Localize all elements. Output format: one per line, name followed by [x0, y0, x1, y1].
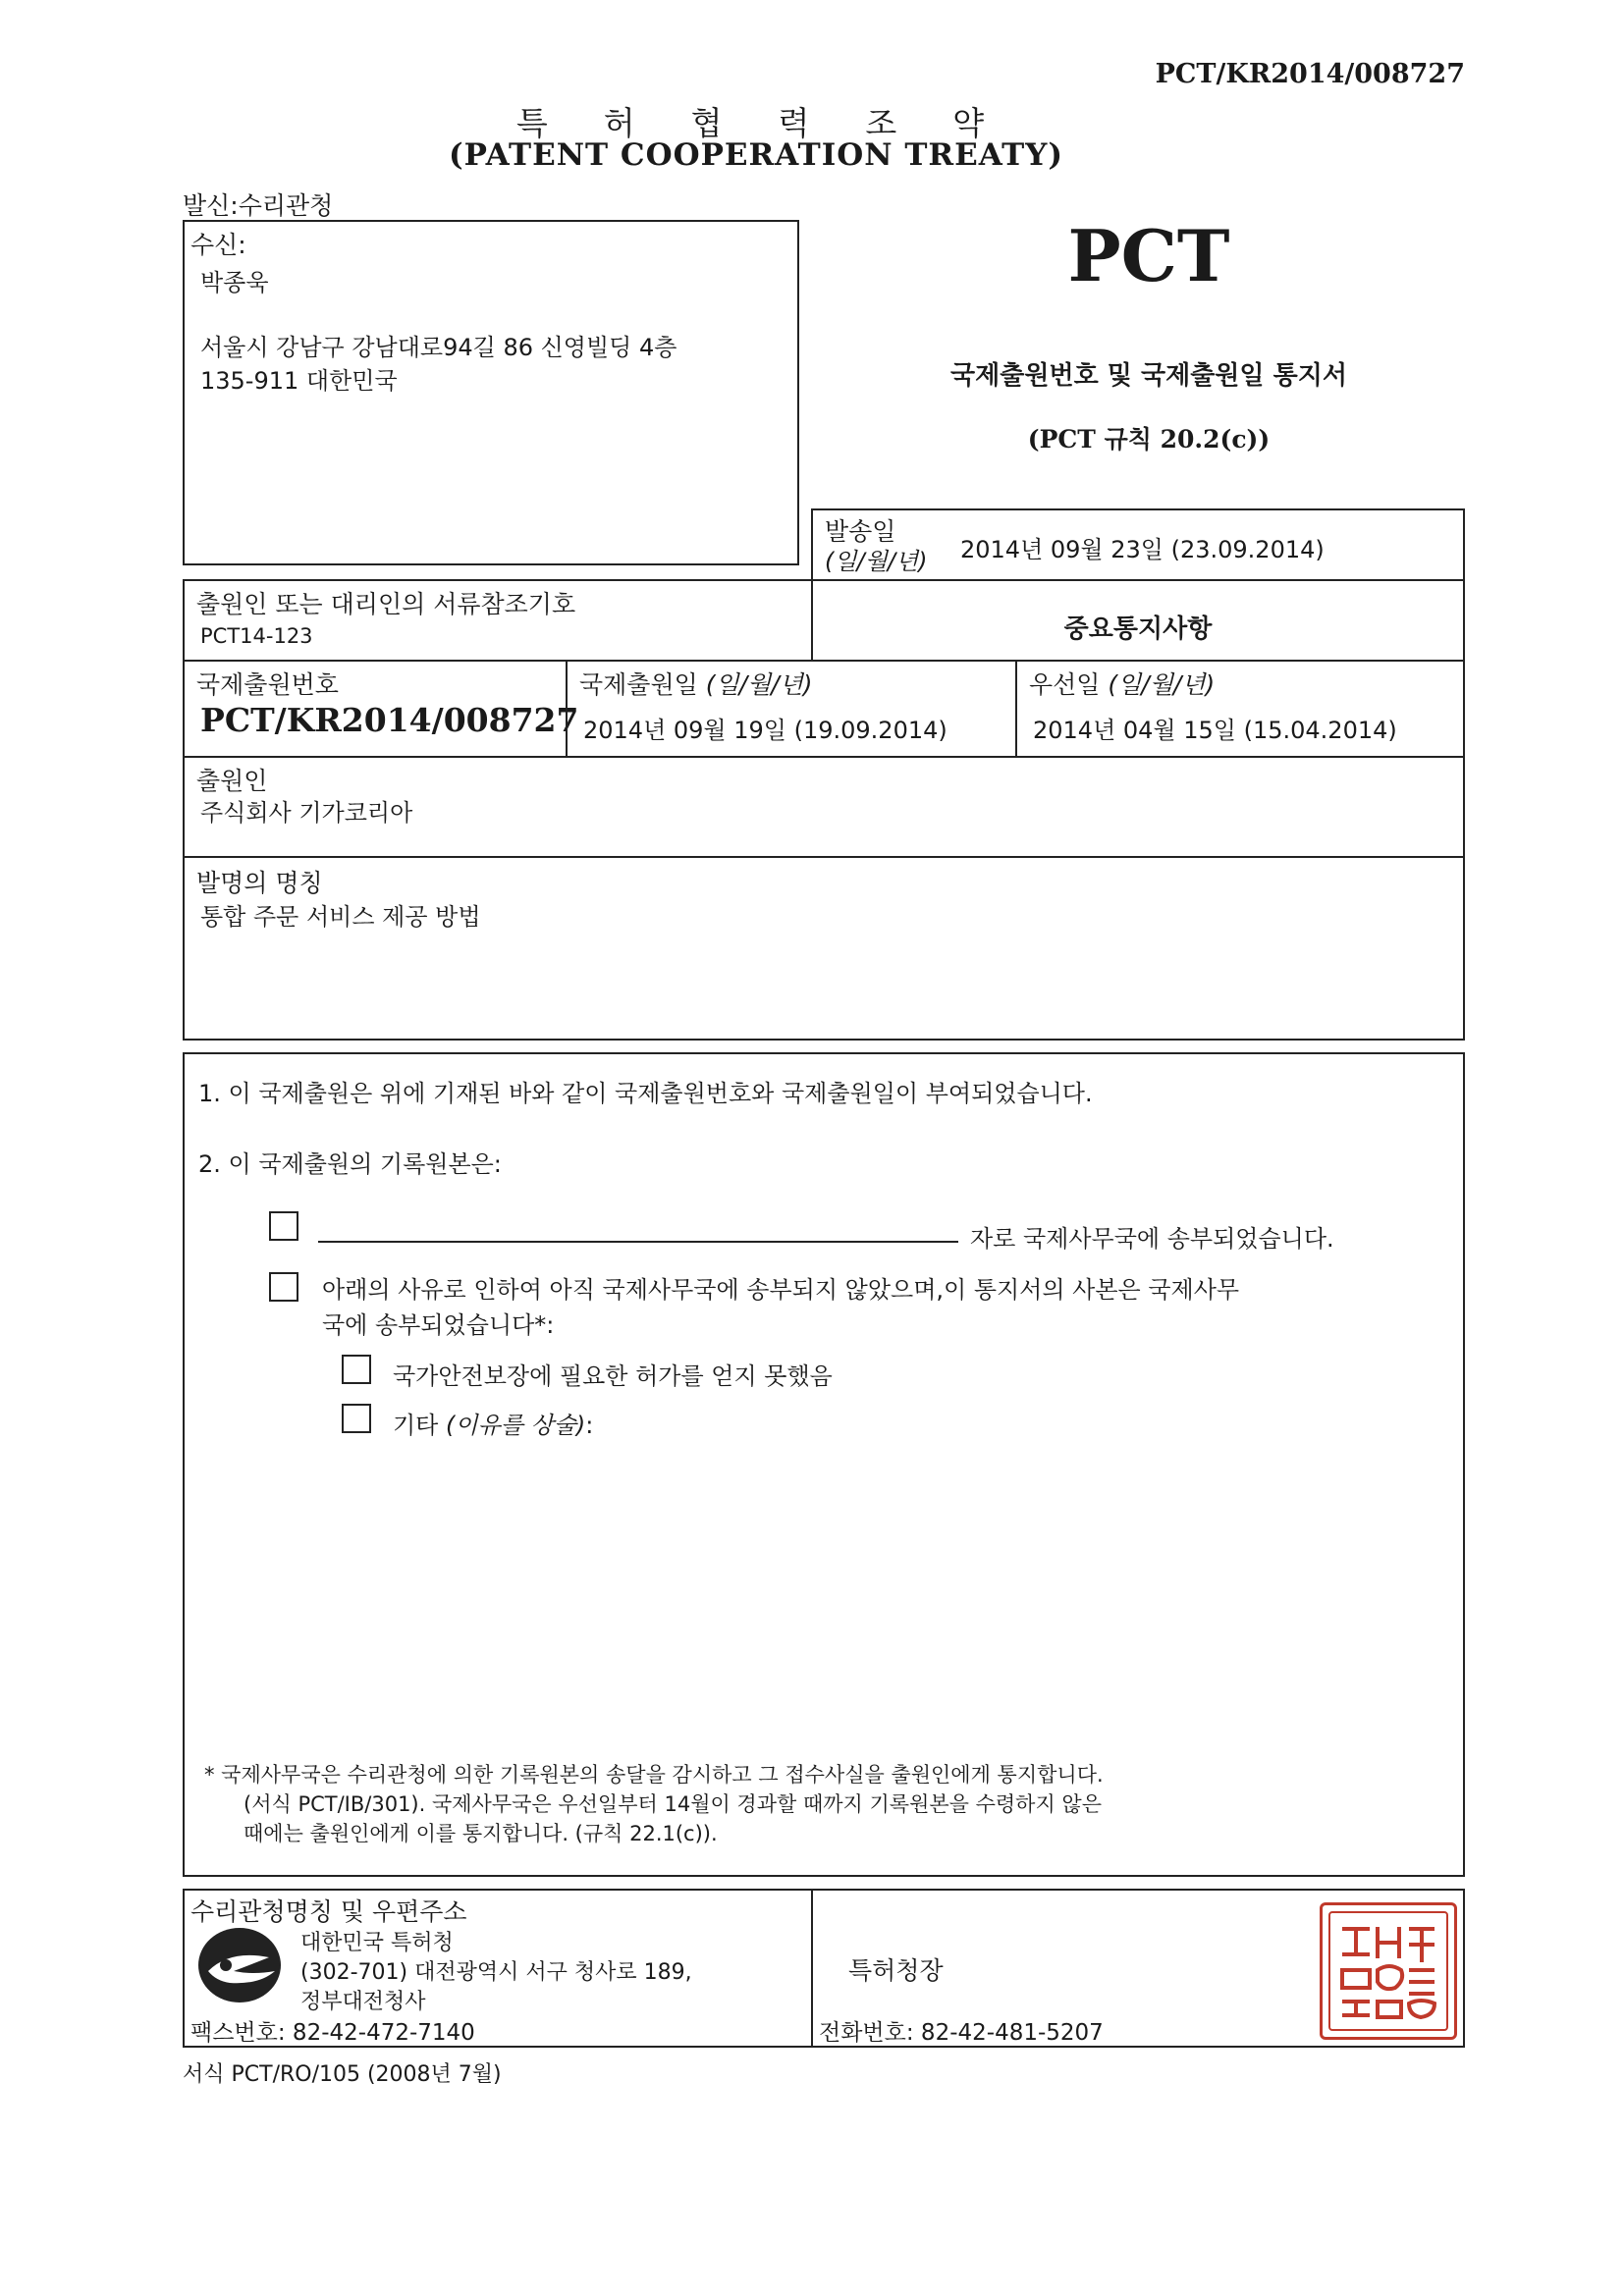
form-id: 서식 PCT/RO/105 (2008년 7월) [183, 2062, 502, 2087]
application-number-box [183, 660, 579, 758]
invention-title-value: 통합 주문 서비스 제공 방법 [200, 903, 481, 931]
mailing-date-label: 발송일 [825, 517, 896, 546]
applicant-box [183, 756, 1465, 858]
reference-value: PCT14-123 [200, 624, 313, 648]
footnote-line3: 때에는 출원인에게 이를 통지합니다. (규칙 22.1(c)). [244, 1822, 718, 1845]
office-label: 수리관청명칭 및 우편주소 [190, 1897, 467, 1926]
signatory-title: 특허청장 [848, 1956, 944, 1985]
recipient-name: 박종욱 [200, 269, 269, 296]
application-number-label: 국제출원번호 [196, 670, 339, 699]
priority-date-label [1029, 666, 1215, 701]
filing-date-value: 2014년 09월 19일 (19.09.2014) [583, 717, 947, 744]
official-seal-icon [1320, 1902, 1457, 2040]
sub-option-2-checkbox[interactable] [342, 1404, 371, 1433]
footnote-line1: * 국제사무국은 수리관청에 의한 기록원본의 송달을 감시하고 그 접수사실을 출원인에게 통지합니다. [204, 1763, 1104, 1787]
filing-date-label [579, 666, 813, 701]
priority-date-format: (일/월/년) [1108, 670, 1216, 699]
filing-date-label-text: 국제출원일 [579, 670, 698, 699]
treaty-title-ko: 특 허 협 력 조 약 [515, 104, 997, 142]
option-a-text: 자로 국제사무국에 송부되었습니다. [970, 1225, 1334, 1253]
priority-date-box [1015, 660, 1465, 758]
important-notice-box [811, 579, 1465, 662]
filing-date-format: (일/월/년) [705, 670, 813, 699]
doc-number: PCT/KR2014/008727 [1155, 59, 1465, 89]
kipo-logo-icon [190, 1922, 289, 2008]
office-address-line1: (302-701) 대전광역시 서구 청사로 189, [300, 1960, 692, 1985]
sub-option-2-text [393, 1406, 593, 1440]
reference-label: 출원인 또는 대리인의 서류참조기호 [196, 590, 576, 618]
application-number-value: PCT/KR2014/008727 [200, 701, 579, 739]
sub-option-2-suffix: : [585, 1412, 594, 1439]
invention-title-box [183, 856, 1465, 1041]
option-a-date-line [318, 1241, 958, 1243]
priority-date-label-text: 우선일 [1029, 670, 1101, 699]
office-name: 대한민국 특허청 [300, 1931, 454, 1955]
option-a-checkbox[interactable] [269, 1211, 298, 1241]
pct-heading: PCT [1067, 214, 1230, 297]
invention-title-label: 발명의 명칭 [196, 869, 323, 897]
sub-option-2-prefix: 기타 [393, 1412, 439, 1439]
sub-option-1-text: 국가안전보장에 필요한 허가를 얻지 못했음 [393, 1362, 833, 1390]
option-b-line2: 국에 송부되었습니다*: [322, 1311, 555, 1339]
body-item-1: 1. 이 국제출원은 위에 기재된 바와 같이 국제출원번호와 국제출원일이 부여되었습니다. [198, 1080, 1093, 1107]
priority-date-value: 2014년 04월 15일 (15.04.2014) [1033, 717, 1397, 744]
applicant-label: 출원인 [196, 767, 268, 795]
body-box [183, 1052, 1465, 1877]
recipient-box [183, 220, 799, 565]
recipient-label: 수신: [190, 231, 246, 259]
recipient-address-line1: 서울시 강남구 강남대로94길 86 신영빌딩 4층 [200, 334, 677, 361]
footnote-line2: (서식 PCT/IB/301). 국제사무국은 우선일부터 14월이 경과할 때까지 기록원본을 수령하지 않은 [244, 1792, 1102, 1816]
signatory-phone: 전화번호: 82-42-481-5207 [819, 2020, 1104, 2046]
office-address-line2: 정부대전청사 [300, 1990, 426, 2014]
applicant-value: 주식회사 기가코리아 [200, 799, 413, 827]
signatory-box [811, 1889, 1465, 2048]
recipient-address-line2: 135-911 대한민국 [200, 367, 398, 395]
mailing-date-value: 2014년 09월 23일 (23.09.2014) [960, 536, 1325, 563]
option-b-checkbox[interactable] [269, 1272, 298, 1302]
important-notice: 중요통지사항 [1063, 614, 1213, 644]
notice-title: 국제출원번호 및 국제출원일 통지서 [950, 361, 1347, 391]
rule-reference: (PCT 규칙 20.2(c)) [1027, 425, 1271, 454]
treaty-title-en: (PATENT COOPERATION TREATY) [448, 137, 1064, 173]
office-fax: 팩스번호: 82-42-472-7140 [190, 2020, 475, 2046]
filing-date-box [566, 660, 1017, 758]
option-b-line1: 아래의 사유로 인하여 아직 국제사무국에 송부되지 않았으며,이 통지서의 사본은 국제사무 [322, 1276, 1240, 1304]
reference-box [183, 579, 813, 662]
sub-option-1-checkbox[interactable] [342, 1355, 371, 1384]
office-box [183, 1889, 813, 2048]
sender-label: 발신:수리관청 [183, 191, 334, 220]
sub-option-2-italic: (이유를 상술) [446, 1412, 586, 1439]
body-item-2: 2. 이 국제출원의 기록원본은: [198, 1150, 502, 1178]
mailing-date-format: (일/월/년) [825, 548, 928, 575]
mailing-date-box [811, 508, 1465, 581]
